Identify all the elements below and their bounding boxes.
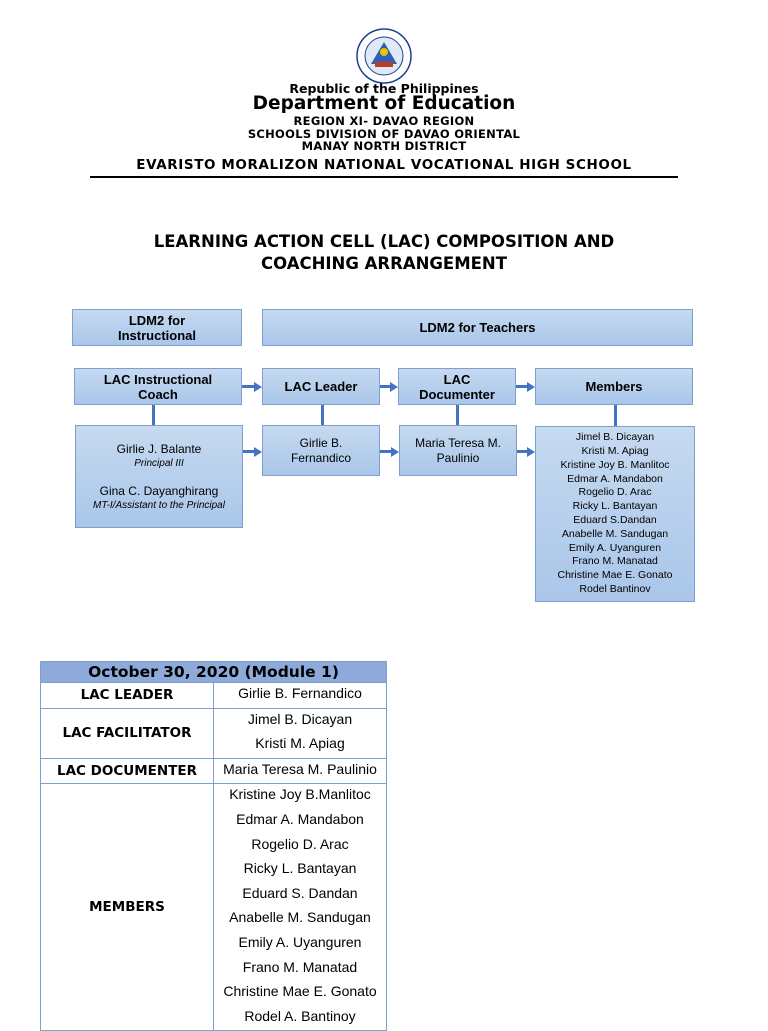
member-name: Emily A. Uyanguren <box>568 541 662 554</box>
assigned-name: Ricky L. Bantayan <box>243 860 357 877</box>
republic-line: Republic of the Philippines <box>289 81 479 96</box>
connector-line <box>243 450 254 453</box>
lac-documenter-box <box>398 368 516 405</box>
assigned-name: Jimel B. Dicayan <box>247 710 353 727</box>
header-divider <box>90 176 678 178</box>
connector-line <box>242 385 254 388</box>
members-list-box <box>535 426 695 602</box>
connector-line <box>380 450 391 453</box>
title-line-2: COACHING ARRANGEMENT <box>261 254 507 273</box>
names-cell <box>214 758 387 784</box>
names-cell <box>214 784 387 1031</box>
lac-coach-line-2: Coach <box>138 386 178 402</box>
documenter-person-box <box>399 425 517 476</box>
role-cell: LAC DOCUMENTER <box>41 758 214 784</box>
member-name: Eduard S.Dandan <box>573 514 657 526</box>
leader-person-line-1: Girlie B. <box>299 435 343 450</box>
coach-person-position: Principal III <box>134 457 184 469</box>
member-name: Rogelio D. Arac <box>578 486 652 499</box>
connector-line <box>614 405 617 426</box>
assigned-name: Kristine Joy B.Manlitoc <box>229 786 371 803</box>
coach-person-position: MT-I/Assistant to the Principal <box>93 499 225 511</box>
member-name: Frano M. Manatad <box>572 555 658 568</box>
arrow-right-icon <box>391 447 399 457</box>
title-line-1: LEARNING ACTION CELL (LAC) COMPOSITION AND <box>153 232 615 251</box>
table-row <box>41 758 387 784</box>
assigned-name: Edmar A. Mandabon <box>236 810 364 827</box>
division-line: SCHOOLS DIVISION OF DAVAO ORIENTAL <box>247 127 521 141</box>
document-title <box>0 231 768 275</box>
members-box <box>535 368 693 405</box>
member-name: Kristine Joy B. Manlitoc <box>560 458 670 471</box>
arrow-right-icon <box>390 382 398 392</box>
region-line: REGION XI- DAVAO REGION <box>293 114 475 128</box>
documenter-person-line-1: Maria Teresa M. <box>415 435 501 450</box>
district-line: MANAY NORTH DISTRICT <box>301 139 467 153</box>
lac-coach-box <box>74 368 242 405</box>
arrow-right-icon <box>254 382 262 392</box>
members-label: Members <box>585 379 643 394</box>
assigned-name: Christine Mae E. Gonato <box>223 983 377 1000</box>
school-name: EVARISTO MORALIZON NATIONAL VOCATIONAL HIGH SCHOOL <box>136 157 632 173</box>
schedule-table <box>40 661 387 1031</box>
member-name: Anabelle M. Sandugan <box>561 527 669 540</box>
member-name: Jimel B. Dicayan <box>575 431 655 444</box>
connector-line <box>516 385 527 388</box>
ldm2-teachers-box <box>262 309 693 346</box>
member-name: Christine Mae E. Gonato <box>557 569 673 582</box>
ldm2-teachers-label: LDM2 for Teachers <box>419 320 536 335</box>
arrow-right-icon <box>527 382 535 392</box>
connector-line <box>456 405 459 425</box>
coach-people-box <box>75 425 243 528</box>
arrow-right-icon <box>254 447 262 457</box>
member-name: Ricky L. Bantayan <box>572 500 658 513</box>
table-row <box>41 784 387 1031</box>
role-cell: MEMBERS <box>41 784 214 1031</box>
ldm2-instructional-line-1: LDM2 for <box>128 312 186 328</box>
assigned-name: Rogelio D. Arac <box>251 835 349 852</box>
connector-line <box>152 405 155 425</box>
arrow-right-icon <box>527 447 535 457</box>
assigned-name: Maria Teresa M. Paulinio <box>223 760 377 777</box>
lac-coach-line-1: LAC Instructional <box>103 371 213 387</box>
assigned-name: Anabelle M. Sandugan <box>229 909 371 926</box>
schedule-heading: October 30, 2020 (Module 1) <box>41 662 387 683</box>
role-cell: LAC LEADER <box>41 683 214 709</box>
lac-leader-label: LAC Leader <box>284 379 358 394</box>
names-cell <box>214 683 387 709</box>
connector-line <box>380 385 390 388</box>
member-name: Rodel Bantinov <box>579 582 651 595</box>
assigned-name: Frano M. Manatad <box>242 958 358 975</box>
assigned-name: Rodel A. Bantinoy <box>244 1007 356 1024</box>
table-row <box>41 708 387 758</box>
connector-line <box>321 405 324 425</box>
ldm2-instructional-line-2: Instructional <box>117 327 196 343</box>
table-row <box>41 683 387 709</box>
connector-line <box>517 450 527 453</box>
table-header-row <box>41 662 387 683</box>
names-cell <box>214 708 387 758</box>
assigned-name: Eduard S. Dandan <box>242 884 358 901</box>
member-name: Edmar A. Mandabon <box>567 472 663 485</box>
role-cell: LAC FACILITATOR <box>41 708 214 758</box>
coach-person-name: Gina C. Dayanghirang <box>99 483 219 498</box>
assigned-name: Emily A. Uyanguren <box>238 933 362 950</box>
department-name: Department of Education <box>252 93 516 114</box>
assigned-name: Kristi M. Apiag <box>255 735 345 752</box>
lac-leader-box <box>262 368 380 405</box>
lac-documenter-line-1: LAC <box>443 371 471 387</box>
leader-person-box <box>262 425 380 476</box>
deped-seal-icon <box>351 28 417 84</box>
leader-person-line-2: Fernandico <box>290 450 352 465</box>
assigned-name: Girlie B. Fernandico <box>238 685 362 701</box>
documenter-person-line-2: Paulinio <box>436 450 480 465</box>
lac-documenter-line-2: Documenter <box>419 386 495 402</box>
ldm2-instructional-box <box>72 309 242 346</box>
member-name: Kristi M. Apiag <box>581 445 649 458</box>
coach-person-name: Girlie J. Balante <box>116 441 202 456</box>
